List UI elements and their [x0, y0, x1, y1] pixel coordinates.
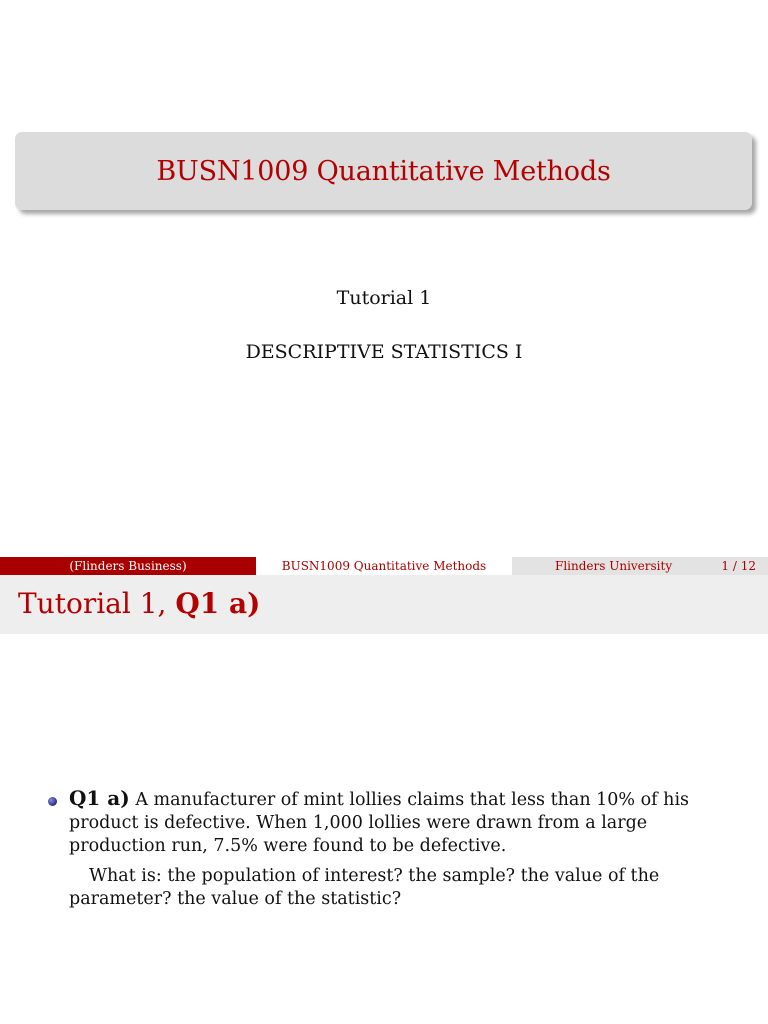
page-number: 1 / 12 — [721, 559, 756, 573]
frame-content — [48, 787, 738, 911]
topic-subtitle: DESCRIPTIVE STATISTICS I — [245, 341, 523, 363]
frame-title — [18, 587, 260, 620]
frame-title-question: Q1 a) — [175, 587, 261, 620]
frame-title-prefix: Tutorial 1, — [18, 587, 167, 620]
footline-course: BUSN1009 Quantitative Methods — [256, 557, 512, 575]
question-label: Q1 a) — [69, 786, 130, 810]
footline-right — [512, 557, 768, 575]
footline-institution: Flinders University — [555, 559, 673, 573]
list-item — [48, 787, 738, 858]
tutorial-subtitle: Tutorial 1 — [336, 287, 432, 309]
bullet-icon — [48, 797, 57, 806]
question-followup: What is: the population of interest? the sample? the value of the parameter? the value of the statistic? — [69, 866, 660, 909]
question-text: A manufacturer of mint lollies claims that less than 10% of his product is defective. When 1,000 lollies were drawn from a large production run, 7.5% were found to be defective. — [69, 790, 690, 856]
footline — [0, 557, 768, 575]
footline-author: (Flinders Business) — [0, 557, 256, 575]
title-box — [15, 132, 752, 210]
frame-title-bar — [0, 575, 768, 634]
presentation-title: BUSN1009 Quantitative Methods — [156, 155, 611, 187]
